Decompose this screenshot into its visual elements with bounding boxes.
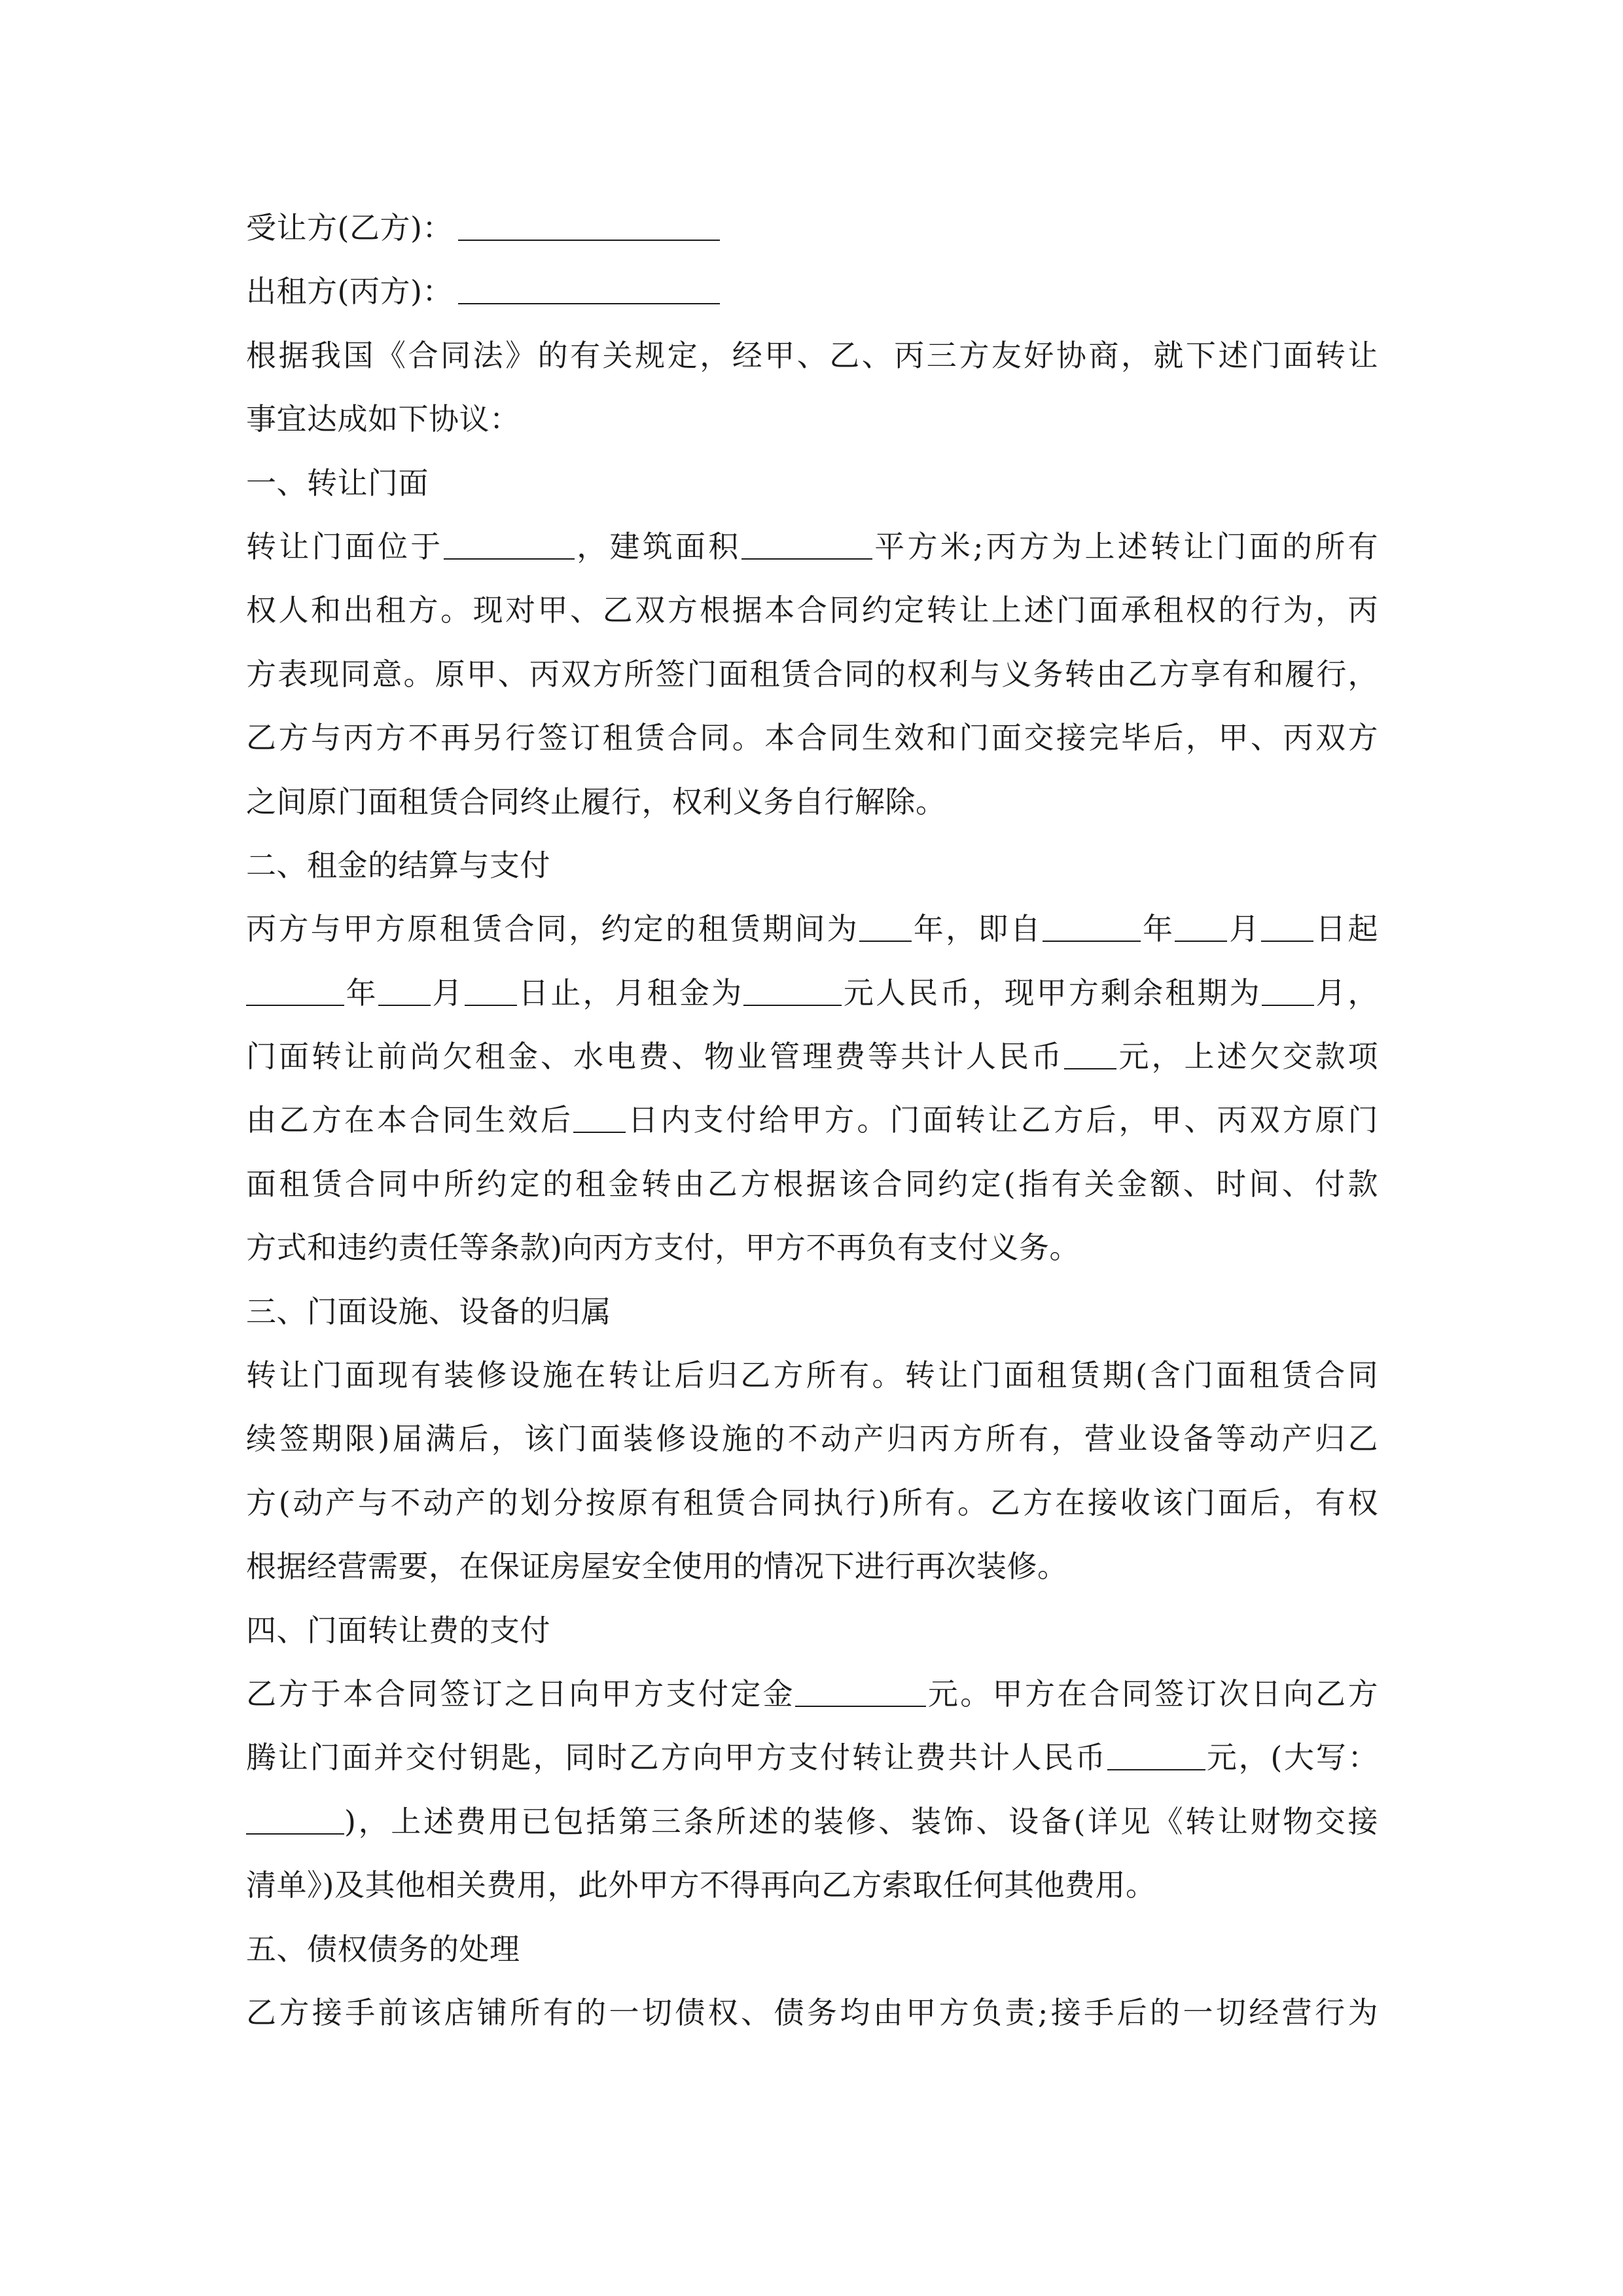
text-segment: 门面转让前尚欠租金、水电费、物业管理费等共计人民币: [246, 1039, 1064, 1075]
arrears-blank: [1064, 1041, 1116, 1069]
deposit-blank: [795, 1678, 926, 1707]
lessor-blank: [458, 276, 720, 304]
text-segment: 年: [344, 975, 378, 1011]
text-segment: 日止，月租金为: [516, 975, 744, 1011]
paragraph-line: 之间原门面租赁合同终止履行，权利义务自行解除。: [246, 783, 946, 819]
paragraph-line: [246, 961, 1378, 1025]
paragraph-line: [246, 1726, 1378, 1789]
preamble-line: 事宜达成如下协议：: [246, 401, 520, 437]
text-segment: ，建筑面积: [574, 528, 741, 564]
text-segment: 月: [1227, 911, 1262, 947]
text-segment: 年，即自: [912, 911, 1043, 947]
paragraph-line: 转让门面现有装修设施在转让后归乙方所有。转让门面租赁期(含门面租赁合同: [246, 1357, 1378, 1393]
end-month-blank: [378, 977, 431, 1006]
paragraph-line: [246, 897, 1378, 961]
text-segment: 腾让门面并交付钥匙，同时乙方向甲方支付转让费共计人民币: [246, 1740, 1107, 1776]
paragraph-line: 方式和违约责任等条款)向丙方支付，甲方不再负有支付义务。: [246, 1230, 1080, 1266]
section-title: 一、转让门面: [246, 465, 429, 501]
transferee-line: [246, 196, 1378, 260]
end-year-blank: [246, 977, 344, 1006]
text-segment: 丙方与甲方原租赁合同，约定的租赁期间为: [246, 911, 860, 947]
paragraph-line: 面租赁合同中所约定的租金转由乙方根据该合同约定(指有关金额、时间、付款: [246, 1166, 1378, 1202]
transferee-label: 受让方(乙方)：: [246, 210, 453, 245]
start-month-blank: [1175, 913, 1227, 942]
text-segment: 年: [1141, 911, 1175, 947]
transferee-blank: [458, 212, 720, 241]
location-blank: [444, 531, 575, 560]
text-segment: 元人民币，现甲方剩余租期为: [842, 975, 1262, 1011]
text-segment: 月: [430, 975, 465, 1011]
lessor-label: 出租方(丙方)：: [246, 274, 453, 310]
paragraph-line: 续签期限)届满后，该门面装修设施的不动产归丙方所有，营业设备等动产归乙: [246, 1421, 1378, 1457]
text-segment: 平方米;丙方为上述转让门面的所有: [872, 528, 1378, 564]
contract-page: [246, 196, 1378, 2045]
paragraph-line: 乙方与丙方不再另行签订租赁合同。本合同生效和门面交接完毕后，甲、丙双方: [246, 720, 1378, 756]
monthly-rent-blank: [743, 977, 842, 1006]
text-segment: 日内支付给甲方。门面转让乙方后，甲、丙双方原门: [626, 1102, 1378, 1138]
end-day-blank: [465, 977, 517, 1006]
paragraph-line: [246, 515, 1378, 579]
paragraph-line: [246, 1662, 1378, 1726]
section-title: 四、门面转让费的支付: [246, 1612, 550, 1648]
text-segment: 由乙方在本合同生效后: [246, 1102, 573, 1138]
text-segment: 乙方于本合同签订之日向甲方支付定金: [246, 1676, 796, 1712]
transfer-fee-blank: [1107, 1742, 1205, 1770]
preamble-line: 根据我国《合同法》的有关规定，经甲、乙、丙三方友好协商，就下述门面转让: [246, 337, 1378, 373]
paragraph-line: 乙方接手前该店铺所有的一切债权、债务均由甲方负责;接手后的一切经营行为: [246, 1994, 1378, 2030]
text-segment: 日起: [1313, 911, 1379, 947]
paragraph-line: 权人和出租方。现对甲、乙双方根据本合同约定转让上述门面承租权的行为，丙: [246, 592, 1378, 628]
paragraph-line: 根据经营需要，在保证房屋安全使用的情况下进行再次装修。: [246, 1549, 1068, 1585]
text-segment: 月，: [1313, 975, 1379, 1011]
section-title: 三、门面设施、设备的归属: [246, 1293, 611, 1329]
text-segment: 元，上述欠交款项: [1116, 1039, 1378, 1075]
years-blank: [859, 913, 912, 942]
text-segment: 转让门面位于: [246, 528, 444, 564]
section-title: 二、租金的结算与支付: [246, 847, 550, 883]
lessor-line: [246, 260, 1378, 323]
paragraph-line: [246, 1025, 1378, 1088]
remaining-months-blank: [1262, 977, 1314, 1006]
paragraph-line: [246, 1790, 1378, 1854]
payment-days-blank: [573, 1104, 626, 1133]
start-year-blank: [1043, 913, 1141, 942]
section-title: 五、债权债务的处理: [246, 1931, 520, 1967]
start-day-blank: [1261, 913, 1313, 942]
text-segment: 元。甲方在合同签订次日向乙方: [926, 1676, 1379, 1712]
area-blank: [741, 531, 872, 560]
paragraph-line: [246, 1088, 1378, 1152]
paragraph-line: 方表现同意。原甲、丙双方所签门面租赁合同的权利与义务转由乙方享有和履行，: [246, 656, 1378, 692]
amount-in-words-blank: [246, 1806, 344, 1835]
paragraph-line: 清单》)及其他相关费用，此外甲方不得再向乙方索取任何其他费用。: [246, 1867, 1156, 1903]
text-segment: )，上述费用已包括第三条所述的装修、装饰、设备(详见《转让财物交接: [344, 1803, 1378, 1839]
paragraph-line: 方(动产与不动产的划分按原有租赁合同执行)所有。乙方在接收该门面后，有权: [246, 1484, 1378, 1520]
text-segment: 元，(大写：: [1205, 1740, 1379, 1776]
